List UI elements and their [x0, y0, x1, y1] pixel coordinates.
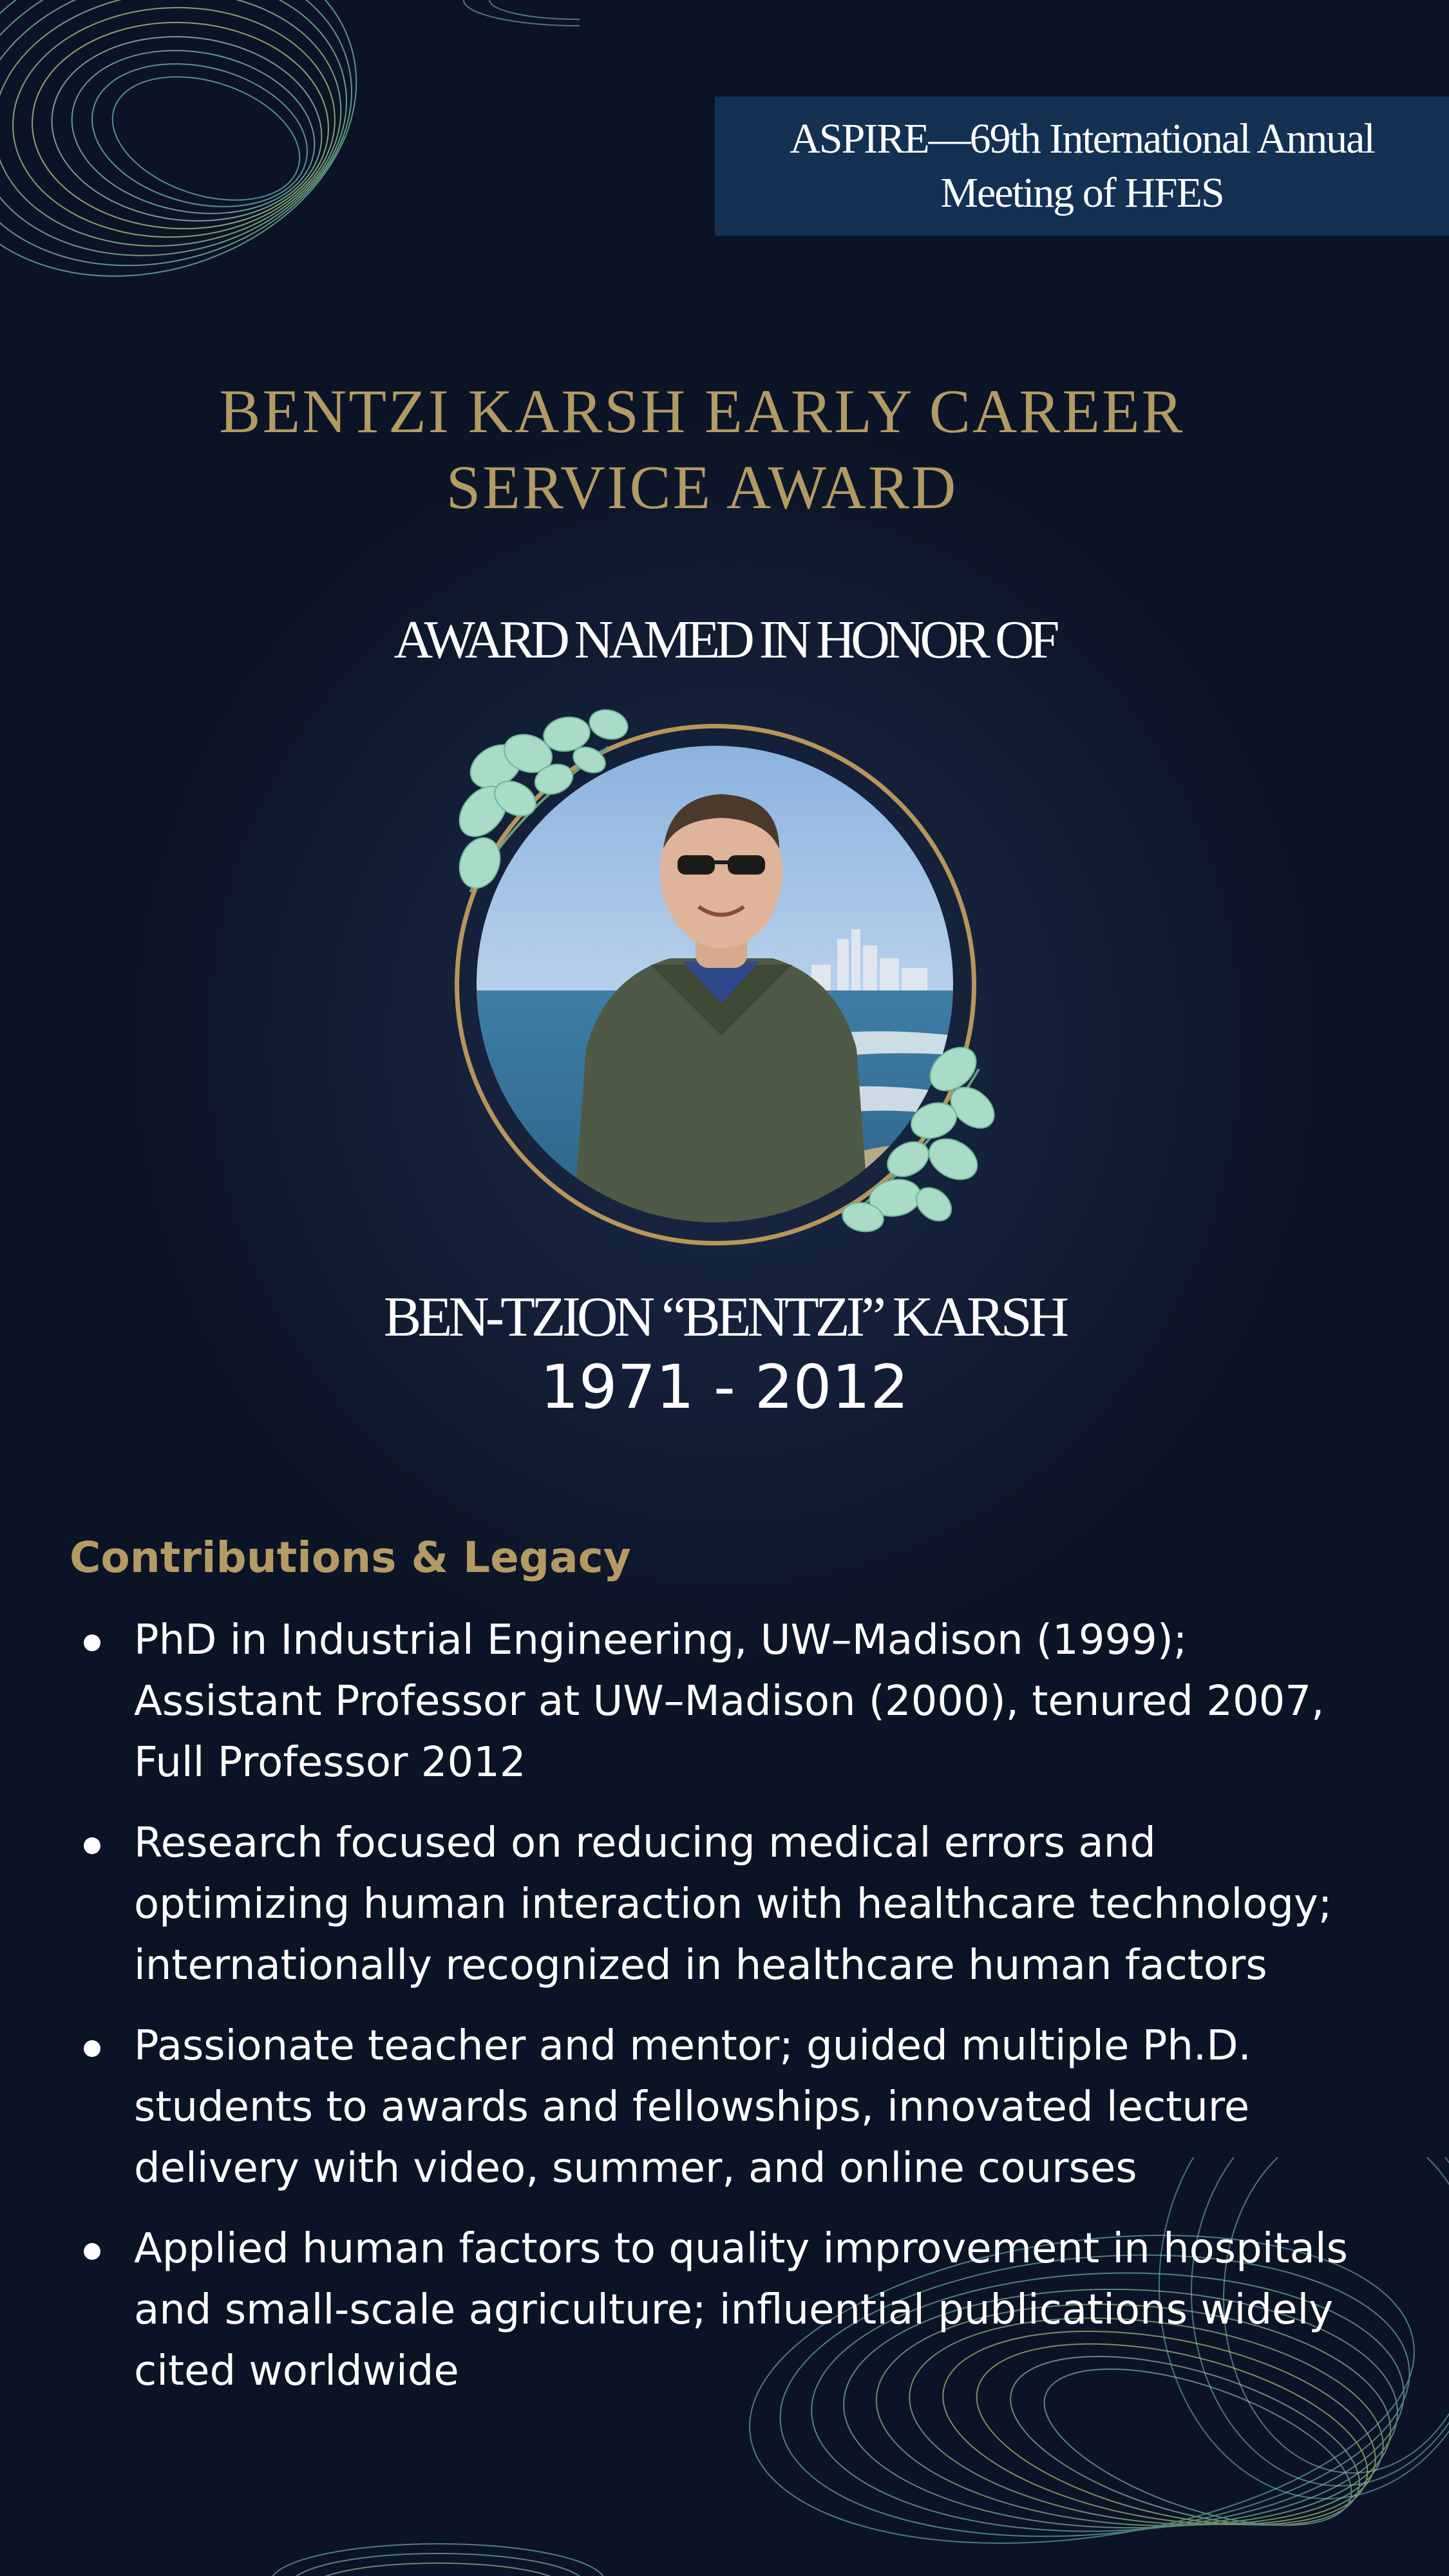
list-item-line: PhD in Industrial Engineering, UW–Madison (1999); [134, 1616, 1188, 1664]
bullet-icon [84, 1837, 100, 1854]
bullet-icon [84, 1634, 100, 1651]
list-item-line: and small-scale agriculture; influential publications widely [134, 2286, 1334, 2334]
contributions-list [70, 1610, 1396, 2421]
list-item [70, 1813, 1396, 1996]
list-item [70, 2219, 1396, 2402]
list-item-line: Applied human factors to quality improvement in hospitals [134, 2225, 1348, 2273]
list-item [70, 2016, 1396, 2199]
list-item-line: Assistant Professor at UW–Madison (2000), tenured 2007, [134, 1678, 1325, 1725]
bullet-icon [84, 2040, 100, 2057]
list-item [70, 1610, 1396, 1794]
list-item-line: cited worldwide [134, 2347, 459, 2395]
contributions-heading: Contributions & Legacy [70, 1533, 631, 1582]
eucalyptus-leaves [444, 708, 1011, 1249]
award-title-line-1: BENTZI KARSH EARLY CAREER [219, 377, 1185, 446]
bullet-icon [84, 2243, 100, 2260]
honoree-name: BEN-TZION “BENTZI” KARSH [383, 1286, 1066, 1349]
decorative-swirl-bottom-center [245, 2473, 631, 2576]
event-banner [715, 97, 1449, 236]
honor-label: AWARD NAMED IN HONOR OF [393, 610, 1056, 670]
decorative-swirl-top-left [0, 0, 580, 309]
list-item-line: optimizing human interaction with healthcare technology; [134, 1880, 1332, 1928]
award-title [129, 374, 1275, 526]
list-item-line: Research focused on reducing medical errors and [134, 1819, 1156, 1867]
honoree-years: 1971 - 2012 [540, 1352, 909, 1423]
list-item-line: students to awards and fellowships, innovated lecture [134, 2083, 1250, 2131]
list-item-line: Full Professor 2012 [134, 1739, 526, 1786]
list-item-line: delivery with video, summer, and online courses [134, 2145, 1137, 2192]
list-item-line: Passionate teacher and mentor; guided multiple Ph.D. [134, 2022, 1251, 2070]
event-title-line-1: ASPIRE—69th International Annual [790, 115, 1374, 162]
portrait-frame [444, 708, 1011, 1249]
award-title-line-2: SERVICE AWARD [446, 453, 958, 522]
event-title-line-2: Meeting of HFES [940, 169, 1224, 216]
list-item-line: internationally recognized in healthcare human factors [134, 1942, 1267, 1989]
